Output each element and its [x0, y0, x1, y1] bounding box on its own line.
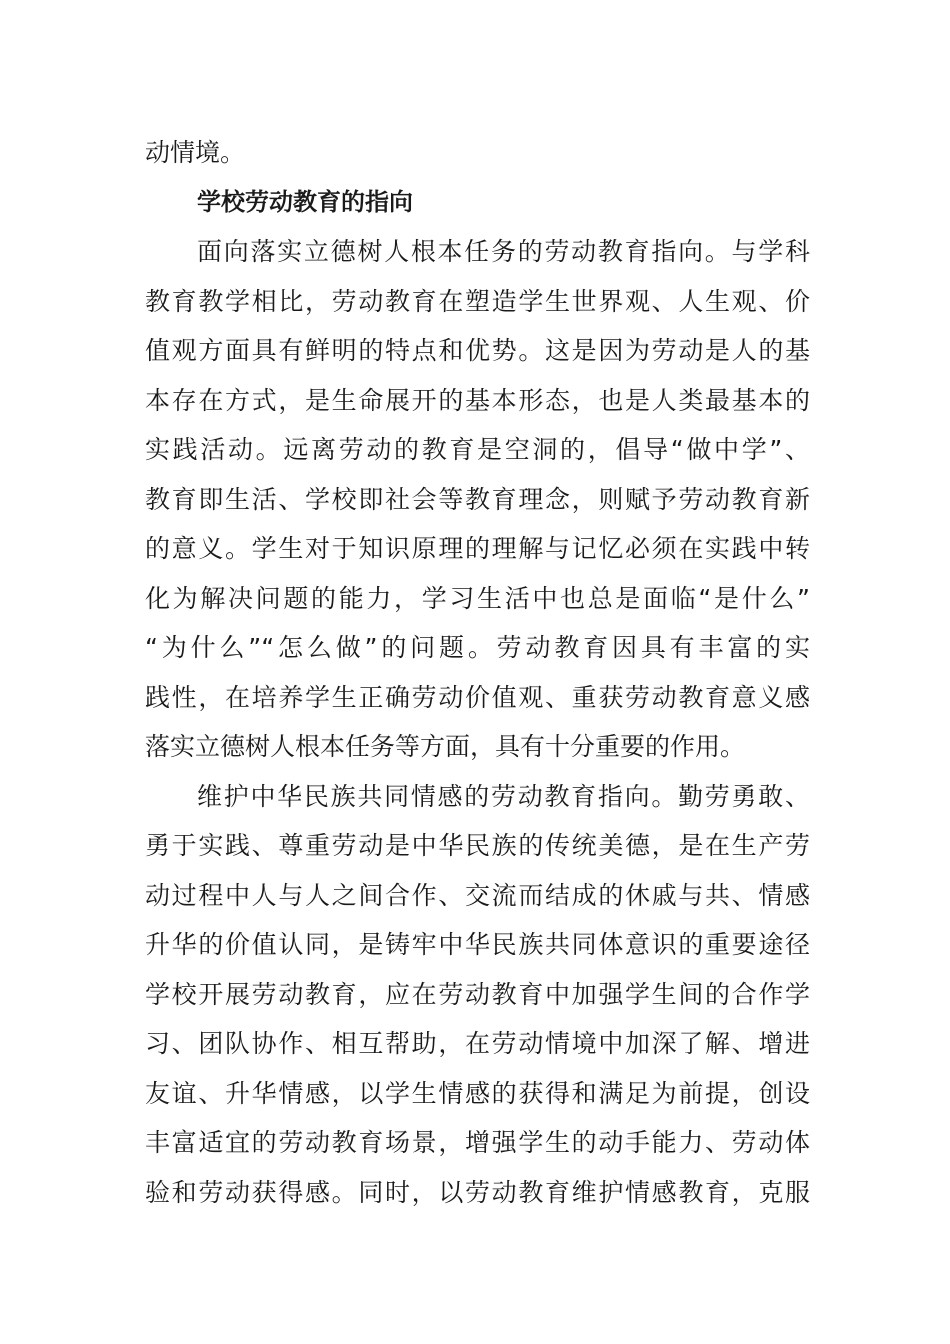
text-line: 维护中华民族共同情感的劳动教育指向。勤劳勇敢、	[197, 781, 810, 811]
text-line: 习、团队协作、相互帮助，在劳动情境中加深了解、增进	[145, 1029, 810, 1058]
section-heading: 学校劳动教育的指向	[197, 187, 413, 216]
text-line: 值观方面具有鲜明的特点和优势。这是因为劳动是人的基	[145, 336, 810, 365]
text-line: 教育教学相比，劳动教育在塑造学生世界观、人生观、价	[145, 286, 810, 316]
text-line: 化为解决问题的能力，学习生活中也总是面临“是什么”	[145, 583, 810, 613]
text-line: 友谊、升华情感，以学生情感的获得和满足为前提，创设	[145, 1078, 810, 1108]
text-line: 勇于实践、尊重劳动是中华民族的传统美德，是在生产劳	[145, 831, 810, 860]
text-line: 教育即生活、学校即社会等教育理念，则赋予劳动教育新	[145, 484, 810, 514]
text-line: 的意义。学生对于知识原理的理解与记忆必须在实践中转	[145, 534, 810, 563]
text-line: 动过程中人与人之间合作、交流而结成的休戚与共、情感	[145, 880, 810, 910]
text-line: 实践活动。远离劳动的教育是空洞的，倡导“做中学”、	[145, 435, 810, 464]
text-line: 学校开展劳动教育，应在劳动教育中加强学生间的合作学	[145, 979, 810, 1009]
text-line: “为什么”“怎么做”的问题。劳动教育因具有丰富的实	[145, 633, 810, 662]
text-line: 践性，在培养学生正确劳动价值观、重获劳动教育意义感	[145, 682, 810, 712]
document-body	[145, 128, 810, 1217]
text-line: 落实立德树人根本任务等方面，具有十分重要的作用。	[145, 732, 746, 761]
text-line: 动情境。	[145, 138, 246, 167]
text-line: 升华的价值认同，是铸牢中华民族共同体意识的重要途径	[145, 930, 810, 959]
text-line: 验和劳动获得感。同时，以劳动教育维护情感教育，克服	[145, 1177, 810, 1207]
text-line: 本存在方式，是生命展开的基本形态，也是人类最基本的	[145, 385, 810, 415]
text-line: 丰富适宜的劳动教育场景，增强学生的动手能力、劳动体	[145, 1128, 810, 1157]
text-line: 面向落实立德树人根本任务的劳动教育指向。与学科	[197, 237, 810, 266]
